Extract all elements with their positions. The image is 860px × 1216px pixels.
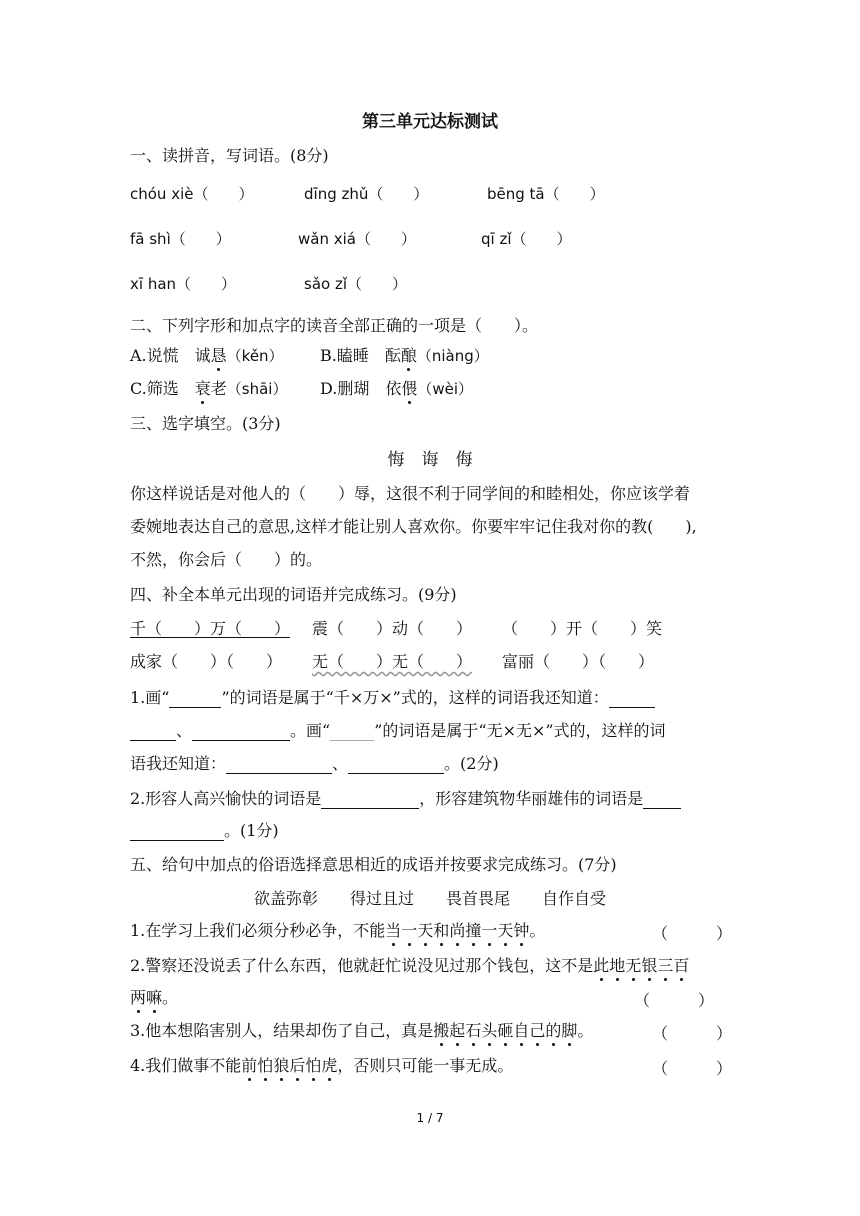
idiom-choices: 欲盖弥彰 得过且过 畏首畏尾 自作自受	[253, 889, 606, 908]
question-5-2-cont	[130, 988, 178, 1008]
fill-line-1: 你这样说话是对他人的（ ）辱，这很不利于同学间的和睦相处，你应该学着	[130, 484, 691, 503]
question-5-1	[130, 921, 545, 941]
answer-blank[interactable]	[130, 824, 224, 841]
text: ，形容建筑物华丽雄伟的词语是	[419, 789, 644, 808]
answer-paren[interactable]: （ ）	[652, 1024, 733, 1043]
word-blank: 富丽（ ）（ ）	[502, 652, 655, 671]
dotted-char: 当	[385, 921, 402, 940]
underline-sample	[169, 691, 221, 708]
dotted-char: 钟	[513, 921, 530, 940]
text: ，否则只可能一事无成。	[337, 1056, 514, 1075]
answer-blank[interactable]	[643, 792, 681, 809]
question-4-1-line-1	[130, 688, 655, 708]
dotted-char: 尚	[449, 921, 466, 940]
dotted-phrase	[593, 956, 689, 975]
text: 、	[176, 721, 193, 740]
question-4-1-line-3	[130, 754, 499, 774]
fill-line-3: 不然，你会后（ ）的。	[130, 550, 323, 569]
answer-blank[interactable]	[226, 757, 332, 774]
answer-paren[interactable]: （ ）	[652, 1059, 733, 1078]
option-a-pinyin: （kěn）	[226, 347, 284, 365]
dotted-char: 撞	[465, 921, 482, 940]
dotted-char: 地	[609, 956, 626, 975]
fill-line-2: 委婉地表达自己的意思,这样才能让别人喜欢你。你要牢牢记住我对你的教( ),	[130, 517, 697, 536]
dotted-char: 偎	[401, 379, 418, 398]
question-5-3	[130, 1021, 593, 1041]
dotted-char: 自	[513, 1021, 530, 1040]
option-c-text: C.筛选	[130, 379, 195, 398]
option-b-text: B.瞌睡 酝	[320, 346, 401, 365]
dotted-char: 怕	[257, 1056, 274, 1075]
question-5-2	[130, 956, 689, 976]
wavy-sample	[330, 724, 374, 741]
dotted-char: 衰	[194, 379, 211, 398]
dotted-char: 一	[401, 921, 418, 940]
dotted-char: 此	[593, 956, 610, 975]
text: 1.画“	[130, 688, 170, 707]
question-5-4	[130, 1056, 513, 1076]
pinyin-item: chóu xiè（ ）	[130, 185, 254, 203]
text: 。画“	[290, 721, 331, 740]
option-c-rest: 老	[210, 379, 227, 398]
dotted-char: 两	[130, 988, 147, 1007]
pinyin-item: dīng zhǔ（ ）	[304, 185, 429, 203]
dotted-char: 脚	[561, 1021, 578, 1040]
word-underlined: 千（ ）万（ ）	[130, 619, 291, 638]
pinyin-item: bēng tā（ ）	[487, 185, 605, 203]
dotted-char: 天	[417, 921, 434, 940]
dotted-char: 头	[481, 1021, 498, 1040]
text: ”的词语是属于“千×万×”式的，这样的词语我还知道：	[221, 688, 609, 707]
dotted-char: 虎	[321, 1056, 338, 1075]
dotted-char: 银	[641, 956, 658, 975]
text: 4.我们做事不能	[130, 1056, 242, 1075]
option-b-pinyin: （niàng）	[416, 347, 489, 365]
dotted-char: 起	[449, 1021, 466, 1040]
word-blank: （ ）开（ ）笑	[502, 619, 663, 638]
dotted-char: 三	[657, 956, 674, 975]
word-blank: 震（ ）动（ ）	[312, 619, 473, 638]
dotted-char: 酿	[400, 346, 417, 365]
page-number: 1 / 7	[416, 1111, 444, 1125]
text: 语我还知道：	[130, 754, 227, 773]
text: 2.形容人高兴愉快的词语是	[130, 789, 322, 808]
question-4-2-line-2	[130, 821, 279, 841]
text: 3.他本想陷害别人，结果却伤了自己，真是	[130, 1021, 434, 1040]
section-4-heading: 四、补全本单元出现的词语并完成练习。(9分)	[130, 585, 457, 604]
dotted-char: 前	[241, 1056, 258, 1075]
option-c	[130, 379, 287, 399]
section-2-heading: 二、下列字形和加点字的读音全部正确的一项是（ ）。	[130, 316, 539, 335]
option-a	[130, 346, 284, 366]
pinyin-item: fā shì（ ）	[130, 230, 231, 248]
dotted-char: 己	[529, 1021, 546, 1040]
answer-blank[interactable]	[192, 724, 290, 741]
text: 2.警察还没说丢了什么东西，他就赶忙说没见过那个钱包，这不是	[130, 956, 594, 975]
dotted-phrase	[241, 1056, 337, 1075]
text: 。(2分)	[444, 754, 499, 773]
pinyin-item: wǎn xiá（ ）	[298, 230, 416, 248]
dotted-char: 搬	[433, 1021, 450, 1040]
dotted-phrase	[385, 921, 529, 940]
text: 、	[332, 754, 349, 773]
option-c-pinyin: （shāi）	[226, 380, 288, 398]
text: 。	[162, 988, 179, 1007]
dotted-char: 恳	[210, 346, 227, 365]
question-4-1-line-2	[130, 721, 666, 741]
dotted-char: 砸	[497, 1021, 514, 1040]
section-5-heading: 五、给句中加点的俗语选择意思相近的成语并按要求完成练习。(7分)	[130, 855, 617, 874]
dotted-char: 天	[497, 921, 514, 940]
section-3-heading: 三、选字填空。(3分)	[130, 414, 281, 433]
section-1-heading: 一、读拼音，写词语。(8分)	[130, 146, 329, 165]
dotted-char: 无	[625, 956, 642, 975]
option-d-pinyin: （wèi）	[417, 380, 474, 398]
dotted-char: 一	[481, 921, 498, 940]
pinyin-item: qī zǐ（ ）	[481, 230, 572, 248]
text: 。	[529, 921, 546, 940]
answer-blank[interactable]	[348, 757, 444, 774]
option-a-text: A.说慌 诚	[130, 346, 211, 365]
dotted-char: 怕	[305, 1056, 322, 1075]
dotted-char: 后	[289, 1056, 306, 1075]
option-d	[320, 379, 473, 399]
answer-paren[interactable]: （ ）	[634, 991, 715, 1010]
dotted-char: 嘛	[146, 988, 163, 1007]
option-d-text: D.删瑚 依	[320, 379, 402, 398]
answer-paren[interactable]: （ ）	[652, 924, 733, 943]
question-4-2-line-1	[130, 789, 681, 809]
answer-blank[interactable]	[321, 792, 419, 809]
word-wavy: 无（ ）无（ ）	[312, 652, 473, 671]
text: ”的词语是属于“无×无×”式的，这样的词	[374, 721, 666, 740]
dotted-char: 狼	[273, 1056, 290, 1075]
word-blank: 成家（ ）（ ）	[130, 652, 283, 671]
page-title: 第三单元达标测试	[362, 112, 498, 132]
dotted-phrase	[130, 988, 162, 1007]
dotted-char: 和	[433, 921, 450, 940]
text: 。(1分)	[224, 821, 279, 840]
dotted-char: 百	[673, 956, 690, 975]
answer-blank[interactable]	[609, 691, 655, 708]
pinyin-item: xī han（ ）	[130, 275, 237, 293]
dotted-phrase	[433, 1021, 577, 1040]
answer-blank[interactable]	[130, 724, 176, 741]
option-b	[320, 346, 489, 366]
pinyin-item: sǎo zǐ（ ）	[304, 275, 407, 293]
text: 。	[577, 1021, 594, 1040]
dotted-char: 的	[545, 1021, 562, 1040]
dotted-char: 石	[465, 1021, 482, 1040]
text: 1.在学习上我们必须分秒必争，不能	[130, 921, 386, 940]
char-choices: 悔 诲 侮	[387, 450, 473, 470]
